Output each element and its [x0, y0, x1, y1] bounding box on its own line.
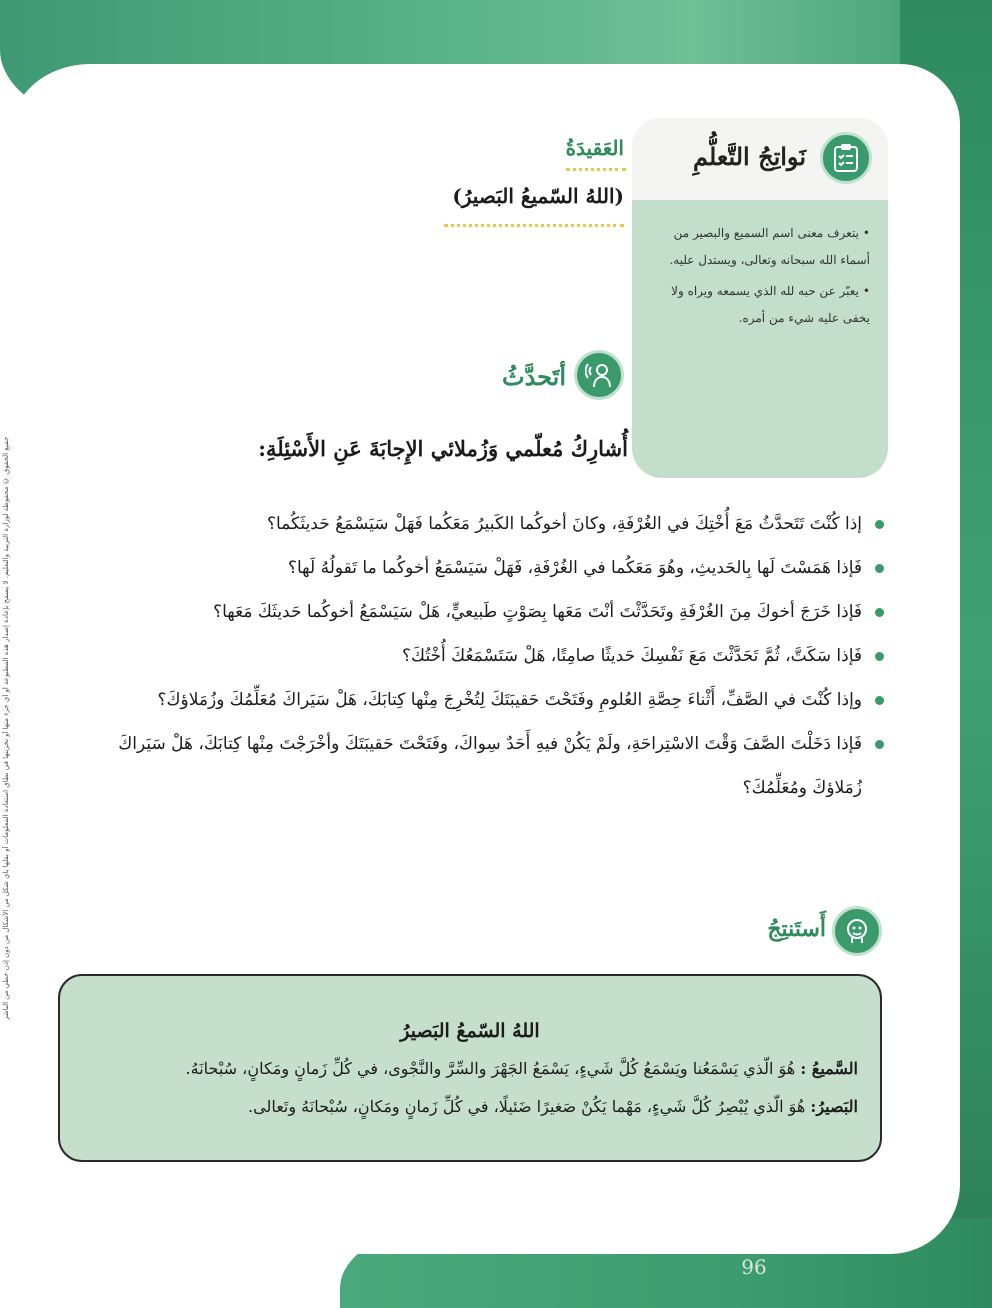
questions-list: [118, 502, 888, 810]
talk-prompt: أُشارِكُ مُعلّمي وَزُملائي الإِجابَةَ عَنِ الأَسْئِلَةِ:: [258, 436, 628, 461]
copyright-side-note: جميع الحقوق © محفوظة لوزارة التربية والتعليم. لا يسمح بإعادة إصدار هذه المطبوعة أو أي جزء منها أو تخزينها في نطاق استعادة المعلومات أو نقلها بأي شكل من الأشكال من دون إذن خطي من الناشر: [2, 436, 10, 1020]
question-item: فَإذا خَرَجَ أخوكَ مِنَ الغُرْفَةِ وتَحَدَّثْتَ أنْتَ مَعَها بِصَوْتٍ طَبيعيٍّ، هَلْ سَيَسْمَعُ أخوكُما حَديثَكَ مَعَها؟: [118, 590, 888, 634]
definition-line: [82, 1050, 858, 1088]
speaking-person-icon: [574, 350, 624, 400]
lesson-title: (اللهُ السّميعُ البَصيرُ): [452, 184, 624, 208]
definition-text: هُوَ الّذي يُبْصِرُ كُلَّ شَيءٍ، مَهْما يَكُنْ صَغيرًا ضَئيلًا، في كُلِّ زَمانٍ ومَكانٍ، سُبْحانَهُ وتَعالى.: [248, 1097, 806, 1116]
learning-outcomes-title: نَواتِجُ التَّعلُّمِ: [693, 142, 806, 171]
learning-outcome-item: • يتعرف معنى اسم السميع والبصير من أسماء الله سبحانه وتعالى، ويستدل عليه.: [646, 220, 870, 274]
definition-line: [82, 1088, 858, 1126]
clipboard-checklist-icon: [820, 132, 872, 184]
question-item: فَإذا هَمَسْتَ لَها بِالحَديثِ، وهُوَ مَعَكُما في الغُرْفَةِ، فَهَلْ سَيَسْمَعُ أخوكُما ما تَقولُهُ لَها؟: [118, 546, 888, 590]
unit-label: العَقيدَةُ: [565, 136, 624, 160]
learning-outcomes-list: [632, 200, 888, 478]
thinking-head-icon: [832, 906, 882, 956]
question-item: فَإذا دَخَلْتَ الصَّفَ وَقْتَ الاسْتِراحَةِ، ولَمْ يَكُنْ فيهِ أَحَدٌ سِواكَ، وفَتَحْتَ حَقيبَتَكَ وأخْرَجْتَ مِنْها كِتابَكَ، هَلْ سَيَراكَ زُمَلاؤكَ ومُعَلِّمُكَ؟: [118, 722, 888, 810]
learning-outcomes-box: [632, 118, 888, 478]
page-number: 96: [741, 1255, 767, 1279]
deduce-section-title: أَستَنتِجُ: [767, 916, 826, 942]
talk-section-title: أتَحدَّثُ: [501, 362, 566, 391]
question-item: فَإذا سَكَتَّ، ثُمَّ تَحَدَّثْتَ مَعَ نَفْسِكَ حَديثًا صامِتًا، هَلْ سَتَسْمَعُكَ أُخْتُكَ؟: [118, 634, 888, 678]
question-item: إذا كُنْتَ تَتَحدَّثُ مَعَ أُخْتِكَ في الغُرْفَةِ، وكانَ أخوكُما الكَبيرُ مَعَكُما فَهَلْ سَيَسْمَعُ حَديثَكُما؟: [118, 502, 888, 546]
definition-term: البَصيرُ:: [810, 1097, 858, 1116]
dotted-divider: [444, 224, 624, 227]
definition-text: هُوَ الّذي يَسْمَعُنا ويَسْمَعُ كُلَّ شَيءٍ، يَسْمَعُ الجَهْرَ والسِّرَّ والنَّجْوى، في كُلِّ زَمانٍ ومَكانٍ، سُبْحانَهُ.: [185, 1059, 796, 1078]
dotted-divider: [566, 168, 626, 171]
conclusion-box: [58, 974, 882, 1162]
question-item: وإذا كُنْتَ في الصَّفِّ، أَثْناءَ حِصَّةِ العُلومِ وفَتَحْتَ حَقيبَتَكَ لِتُخْرِجَ مِنْها كِتابَكَ، هَلْ سَيَراكَ مُعَلِّمُكَ وزُمَلاؤكَ؟: [118, 678, 888, 722]
definition-term: السَّميعُ :: [800, 1059, 858, 1078]
learning-outcome-item: • يعبّر عن حبه لله الذي يسمعه ويراه ولا يخفى عليه شيء من أمره.: [646, 278, 870, 332]
conclusion-title: اللهُ السّمعُ البَصيرُ: [400, 1020, 540, 1042]
